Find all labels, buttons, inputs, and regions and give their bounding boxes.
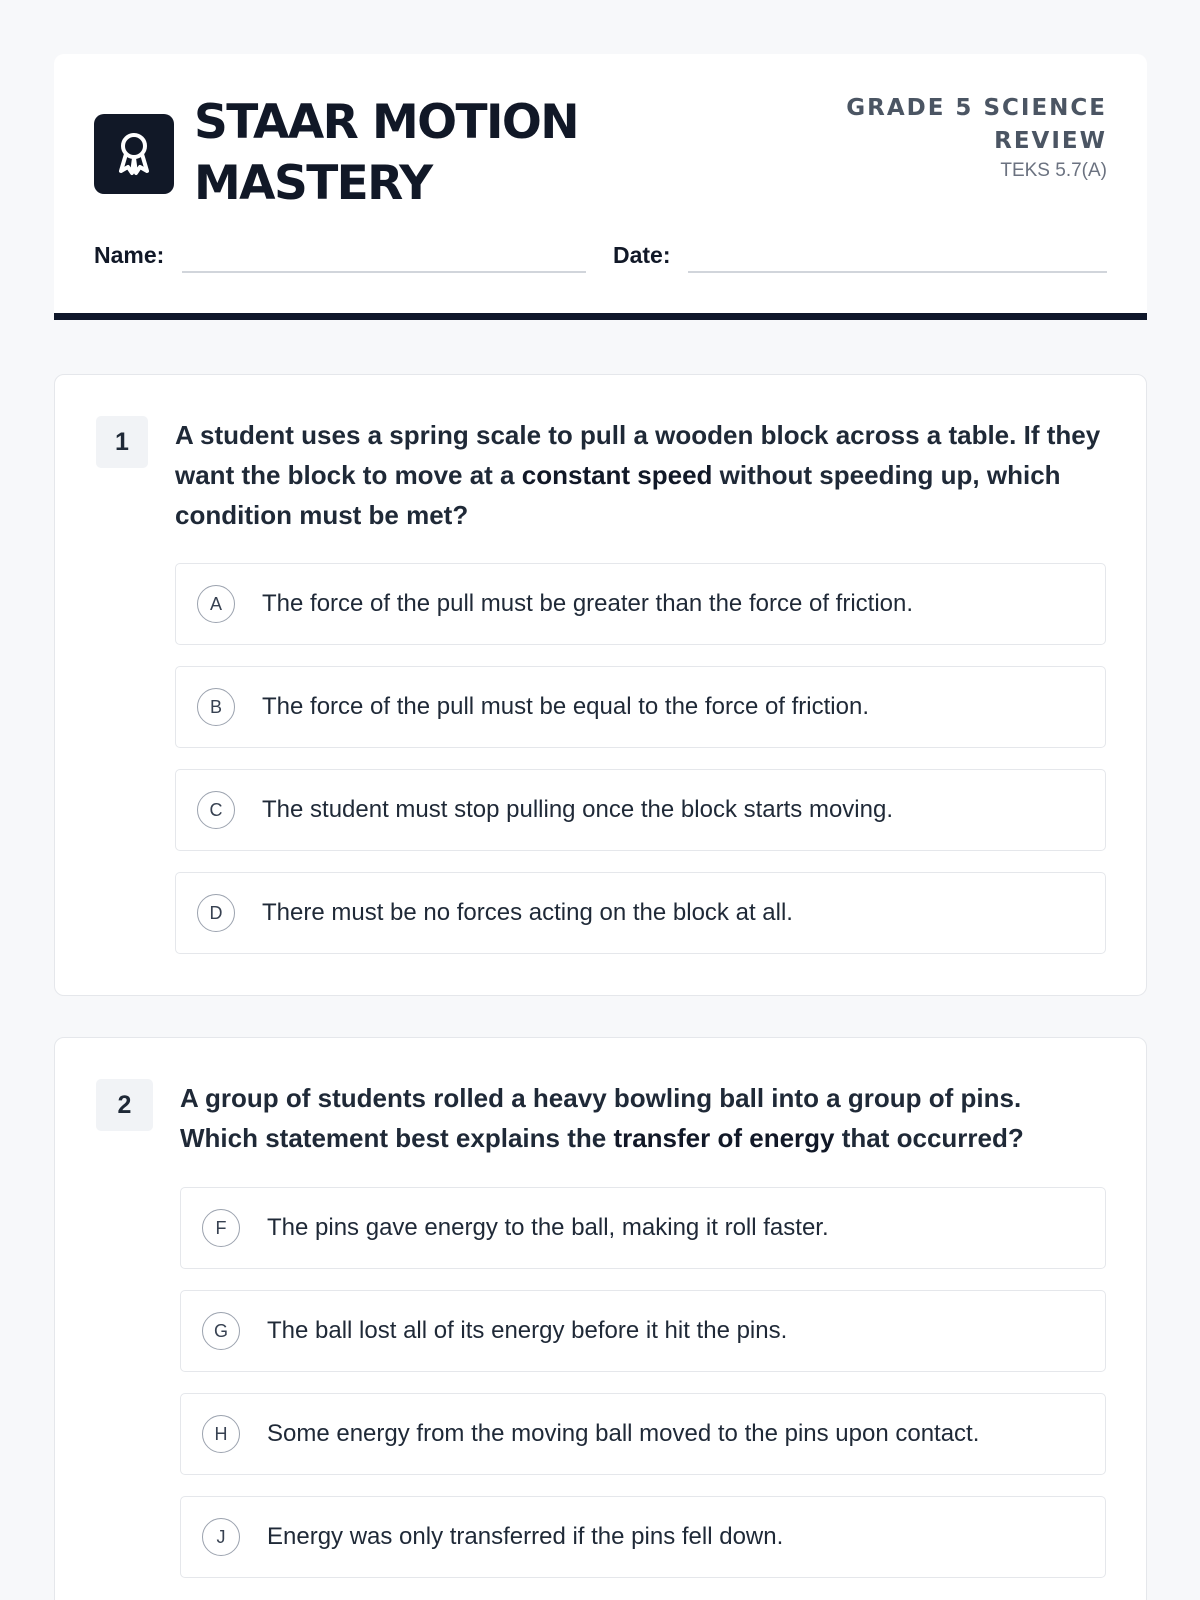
option-letter: F [202, 1209, 240, 1247]
answer-option-d[interactable] [175, 872, 1106, 954]
subject-line-1: GRADE 5 SCIENCE [846, 95, 1107, 121]
answer-option-a[interactable] [175, 563, 1106, 645]
option-letter: J [202, 1518, 240, 1556]
option-text: Some energy from the moving ball moved to the pins upon contact. [267, 1420, 980, 1447]
question-card-1 [54, 374, 1147, 996]
question-emphasis: transfer of energy [613, 1123, 835, 1153]
question-card-2 [54, 1037, 1147, 1600]
answer-option-h[interactable] [180, 1393, 1106, 1475]
answer-option-b[interactable] [175, 666, 1106, 748]
option-letter: C [197, 791, 235, 829]
title-line-2: MASTERY [194, 156, 432, 211]
logo [94, 114, 174, 194]
answer-option-c[interactable] [175, 769, 1106, 851]
name-field[interactable] [182, 271, 586, 273]
question-text [180, 1078, 1106, 1158]
option-text: There must be no forces acting on the block at all. [262, 899, 793, 926]
question-number: 1 [96, 416, 148, 468]
option-letter: G [202, 1312, 240, 1350]
subject-line-2: REVIEW [994, 128, 1107, 154]
option-text: The ball lost all of its energy before it hit the pins. [267, 1317, 788, 1344]
question-text [175, 415, 1106, 535]
date-field[interactable] [688, 271, 1107, 273]
option-text: The force of the pull must be equal to the force of friction. [262, 693, 869, 720]
option-letter: A [197, 585, 235, 623]
answer-option-f[interactable] [180, 1187, 1106, 1269]
teks-standard: TEKS 5.7(A) [1000, 160, 1107, 181]
page-title [194, 92, 714, 214]
option-letter: D [197, 894, 235, 932]
answer-option-g[interactable] [180, 1290, 1106, 1372]
question-text-part: that occurred? [834, 1123, 1024, 1153]
option-letter: B [197, 688, 235, 726]
question-emphasis: constant speed [521, 460, 713, 490]
date-label: Date: [613, 242, 671, 268]
option-letter: H [202, 1415, 240, 1453]
option-text: Energy was only transferred if the pins fell down. [267, 1523, 784, 1550]
subject-info [787, 92, 1107, 183]
name-label: Name: [94, 242, 165, 268]
option-text: The pins gave energy to the ball, making it roll faster. [267, 1214, 829, 1241]
title-line-1: STAAR MOTION [194, 95, 578, 150]
option-text: The force of the pull must be greater than the force of friction. [262, 590, 914, 617]
question-text-part: without speeding up, which condition must be met? [175, 460, 1061, 530]
option-text: The student must stop pulling once the block starts moving. [262, 796, 893, 823]
question-number: 2 [96, 1079, 153, 1131]
question-text-part: A student uses a spring scale to pull a wooden block across a table. If they want the block to move at a [175, 420, 1101, 490]
worksheet-header [54, 54, 1147, 320]
answer-option-j[interactable] [180, 1496, 1106, 1578]
question-text-part: A group of students rolled a heavy bowling ball into a group of pins. Which statement best explains the [180, 1083, 1022, 1153]
ribbon-award-icon [114, 131, 154, 177]
